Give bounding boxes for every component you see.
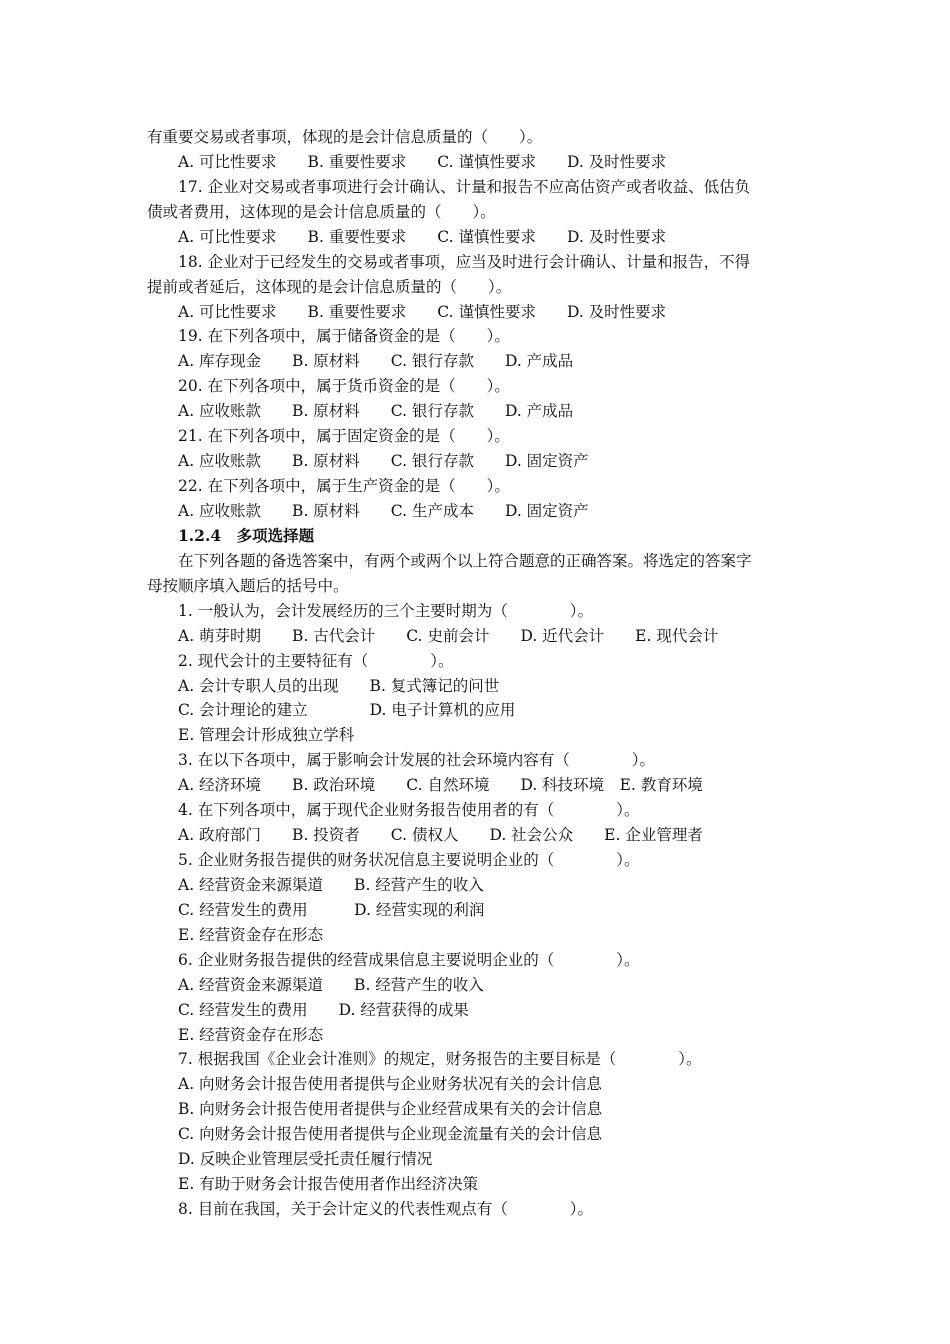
text-line: A. 库存现金 B. 原材料 C. 银行存款 D. 产成品 — [178, 352, 574, 371]
text-line: A. 向财务会计报告使用者提供与企业财务状况有关的会计信息 — [178, 1075, 603, 1094]
text-line: 7. 根据我国《企业会计准则》的规定，财务报告的主要目标是（ ）。 — [178, 1050, 702, 1069]
text-line: A. 应收账款 B. 原材料 C. 银行存款 D. 产成品 — [178, 402, 574, 421]
text-line: A. 可比性要求 B. 重要性要求 C. 谨慎性要求 D. 及时性要求 — [178, 227, 667, 246]
text-line: D. 反映企业管理层受托责任履行情况 — [178, 1150, 433, 1169]
text-line: 在下列各题的备选答案中，有两个或两个以上符合题意的正确答案。将选定的答案字 — [178, 551, 752, 570]
text-line: A. 应收账款 B. 原材料 C. 生产成本 D. 固定资产 — [178, 501, 589, 520]
text-line: A. 应收账款 B. 原材料 C. 银行存款 D. 固定资产 — [178, 452, 589, 471]
text-line: 母按顺序填入题后的括号中。 — [147, 576, 349, 595]
text-line: 3. 在以下各项中，属于影响会计发展的社会环境内容有（ ）。 — [178, 751, 655, 770]
text-line: 5. 企业财务报告提供的财务状况信息主要说明企业的（ ）。 — [178, 851, 640, 869]
text-line: A. 可比性要求 B. 重要性要求 C. 谨慎性要求 D. 及时性要求 — [178, 302, 667, 321]
text-line: 债或者费用，这体现的是会计信息质量的（ ）。 — [147, 202, 496, 221]
text-line: A. 可比性要求 B. 重要性要求 C. 谨慎性要求 D. 及时性要求 — [178, 152, 667, 171]
text-line: E. 经营资金存在形态 — [178, 925, 324, 944]
text-line: 19. 在下列各项中，属于储备资金的是（ ）。 — [178, 327, 510, 346]
text-line: A. 会计专职人员的出现 B. 复式簿记的问世 — [178, 676, 500, 695]
section-heading: 1.2.4 多项选择题 — [178, 525, 315, 545]
text-line: 6. 企业财务报告提供的经营成果信息主要说明企业的（ ）。 — [178, 950, 640, 969]
text-line: 20. 在下列各项中，属于货币资金的是（ ）。 — [178, 377, 510, 396]
text-line: 2. 现代会计的主要特征有（ ）。 — [178, 651, 454, 670]
text-line: A. 政府部门 B. 投资者 C. 债权人 D. 社会公众 E. 企业管理者 — [178, 826, 703, 844]
text-line: 有重要交易或者事项，体现的是会计信息质量的（ ）。 — [147, 128, 543, 146]
text-line: 18. 企业对于已经发生的交易或者事项，应当及时进行会计确认、计量和报告，不得 — [178, 252, 751, 271]
text-line: 21. 在下列各项中，属于固定资金的是（ ）。 — [178, 427, 510, 446]
text-line: 4. 在下列各项中，属于现代企业财务报告使用者的有（ ）。 — [178, 801, 640, 820]
text-line: E. 管理会计形成独立学科 — [178, 726, 355, 745]
text-line: B. 向财务会计报告使用者提供与企业经营成果有关的会计信息 — [178, 1100, 603, 1119]
text-line: A. 经营资金来源渠道 B. 经营产生的收入 — [178, 975, 484, 994]
text-line: 17. 企业对交易或者事项进行会计确认、计量和报告不应高估资产或者收益、低估负 — [178, 177, 751, 196]
text-line: 提前或者延后，这体现的是会计信息质量的（ ）。 — [147, 277, 512, 296]
text-line: C. 经营发生的费用 D. 经营获得的成果 — [178, 1000, 469, 1019]
text-line: E. 有助于财务会计报告使用者作出经济决策 — [178, 1175, 479, 1194]
text-line: 1. 一般认为，会计发展经历的三个主要时期为（ ）。 — [178, 601, 593, 620]
text-line: C. 会计理论的建立 D. 电子计算机的应用 — [178, 701, 516, 720]
text-line: 8. 目前在我国，关于会计定义的代表性观点有（ ）。 — [178, 1200, 593, 1218]
text-line: A. 经营资金来源渠道 B. 经营产生的收入 — [178, 875, 484, 894]
text-line: A. 经济环境 B. 政治环境 C. 自然环境 D. 科技环境 E. 教育环境 — [178, 776, 703, 795]
text-line: A. 萌芽时期 B. 古代会计 C. 史前会计 D. 近代会计 E. 现代会计 — [178, 626, 719, 645]
text-line: 22. 在下列各项中，属于生产资金的是（ ）。 — [178, 477, 510, 495]
text-line: C. 向财务会计报告使用者提供与企业现金流量有关的会计信息 — [178, 1125, 603, 1144]
text-line: E. 经营资金存在形态 — [178, 1025, 324, 1044]
text-line: C. 经营发生的费用 D. 经营实现的利润 — [178, 900, 485, 919]
